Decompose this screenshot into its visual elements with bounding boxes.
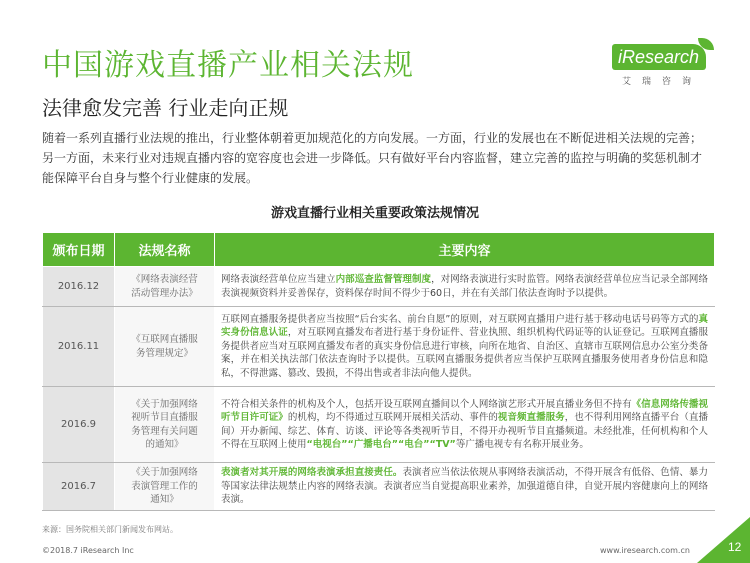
content-text: ，对互联网直播发布者进行基于身份证件、营业执照、组织机构代码证等的认证登记。互联网直播服务提供者应当对互联网直播发布者的真实身份信息进行审核，向所在地省、自治区、直辖市互联网信息办公室分类备案，并在相关执法部门依法查询时予以提供。互联网直播服务提供者应当保护互联网直播服务使用者身份信息和隐私，不得泄露、篡改、毁损，不得出售或者非法向他人提供。 [221, 327, 708, 379]
page-number-corner [697, 517, 750, 563]
content-text: 的机构，均不得通过互联网开展相关活动、事件的 [287, 412, 498, 423]
row-content [215, 267, 715, 307]
website-link[interactable]: www.iresearch.com.cn [600, 546, 690, 555]
highlighted-text: “电视台”“广播电台”“电台”“TV” [306, 439, 456, 450]
table-title: 游戏直播行业相关重要政策法规情况 [270, 206, 479, 221]
table-row [43, 463, 715, 511]
content-text: 等广播电视专有名称开展业务。 [455, 439, 589, 450]
highlighted-text: 表演者对其开展的网络表演承担直接责任。 [221, 467, 403, 478]
content-text: ，对网络表演进行实时监管。网络表演经营单位应当记录全部网络表演视频资料并妥善保存，资料保存时间不得少于60日，并在有关部门依法查询时予以提供。 [221, 274, 708, 299]
row-content [215, 307, 715, 387]
row-name: 《互联网直播服务管理规定》 [115, 307, 215, 387]
content-text: 表演者应当依法依规从事网络表演活动，不得开展含有低俗、色情、暴力等国家法律法规禁止内容的网络表演。表演者应当自觉提高职业素养，加强道德自律，自觉开展内容健康向上的网络表演。 [221, 467, 708, 505]
row-date: 2016.12 [43, 267, 115, 307]
row-name: 《关于加强网络表演管理工作的通知》 [115, 463, 215, 511]
page-number: 12 [728, 540, 742, 554]
logo-brand-text: iResearch [618, 47, 700, 67]
row-date: 2016.7 [43, 463, 115, 511]
table-header-row [43, 233, 715, 267]
table-row [43, 267, 715, 307]
highlighted-text: 内部巡查监督管理制度 [335, 274, 432, 285]
page-subtitle: 法律愈发完善 行业走向正规 [42, 96, 289, 120]
iresearch-logo [612, 44, 722, 88]
header-date: 颁布日期 [43, 233, 115, 267]
content-text: 网络表演经营单位应当建立 [221, 274, 336, 285]
row-content [215, 387, 715, 463]
content-text: 不符合相关条件的机构及个人，包括开设互联网直播间以个人网络演艺形式开展直播业务但不持有 [221, 398, 632, 410]
content-text: ，也不得利用网络直播平台（直播间）开办新闻、综艺、体育、访谈、评论等各类视听节目，不得开办视听节目直播频道。未经批准，任何机构和个人不得在互联网上使用 [221, 412, 708, 450]
policy-table [42, 232, 715, 511]
table-row [43, 307, 715, 387]
row-date: 2016.11 [43, 307, 115, 387]
row-name: 《网络表演经营活动管理办法》 [115, 267, 215, 307]
header-name: 法规名称 [115, 233, 215, 267]
highlighted-text: 视音频直播服务 [497, 412, 565, 423]
table-row [43, 387, 715, 463]
row-name: 《关于加强网络视听节目直播服务管理有关问题的通知》 [115, 387, 215, 463]
highlighted-text: 真实身份信息认证 [221, 313, 708, 339]
page-title: 中国游戏直播产业相关法规 [42, 48, 414, 83]
highlighted-text: 《信息网络传播视听节目许可证》 [221, 398, 708, 423]
content-text: 互联网直播服务提供者应当按照“后台实名、前台自愿”的原则，对互联网直播用户进行基于移动电话号码等方式的 [221, 313, 699, 325]
row-date: 2016.9 [43, 387, 115, 463]
row-content [215, 463, 715, 511]
logo-tagline: 艾瑞咨询 [622, 77, 703, 87]
source-note: 来源：国务院相关部门新闻发布网站。 [42, 525, 178, 534]
header-content: 主要内容 [215, 233, 715, 267]
copyright: ©2018.7 iResearch Inc [42, 546, 134, 555]
intro-paragraph: 随着一系列直播行业法规的推出，行业整体朝着更加规范化的方向发展。一方面，行业的发展也在不断促进相关法规的完善；另一方面，未来行业对违规直播内容的宽容度也会进一步降低。只有做好平台内容监督，建立完善的监控与明确的奖惩机制才能保障平台自身与整个行业健康的发展。 [42, 131, 703, 185]
